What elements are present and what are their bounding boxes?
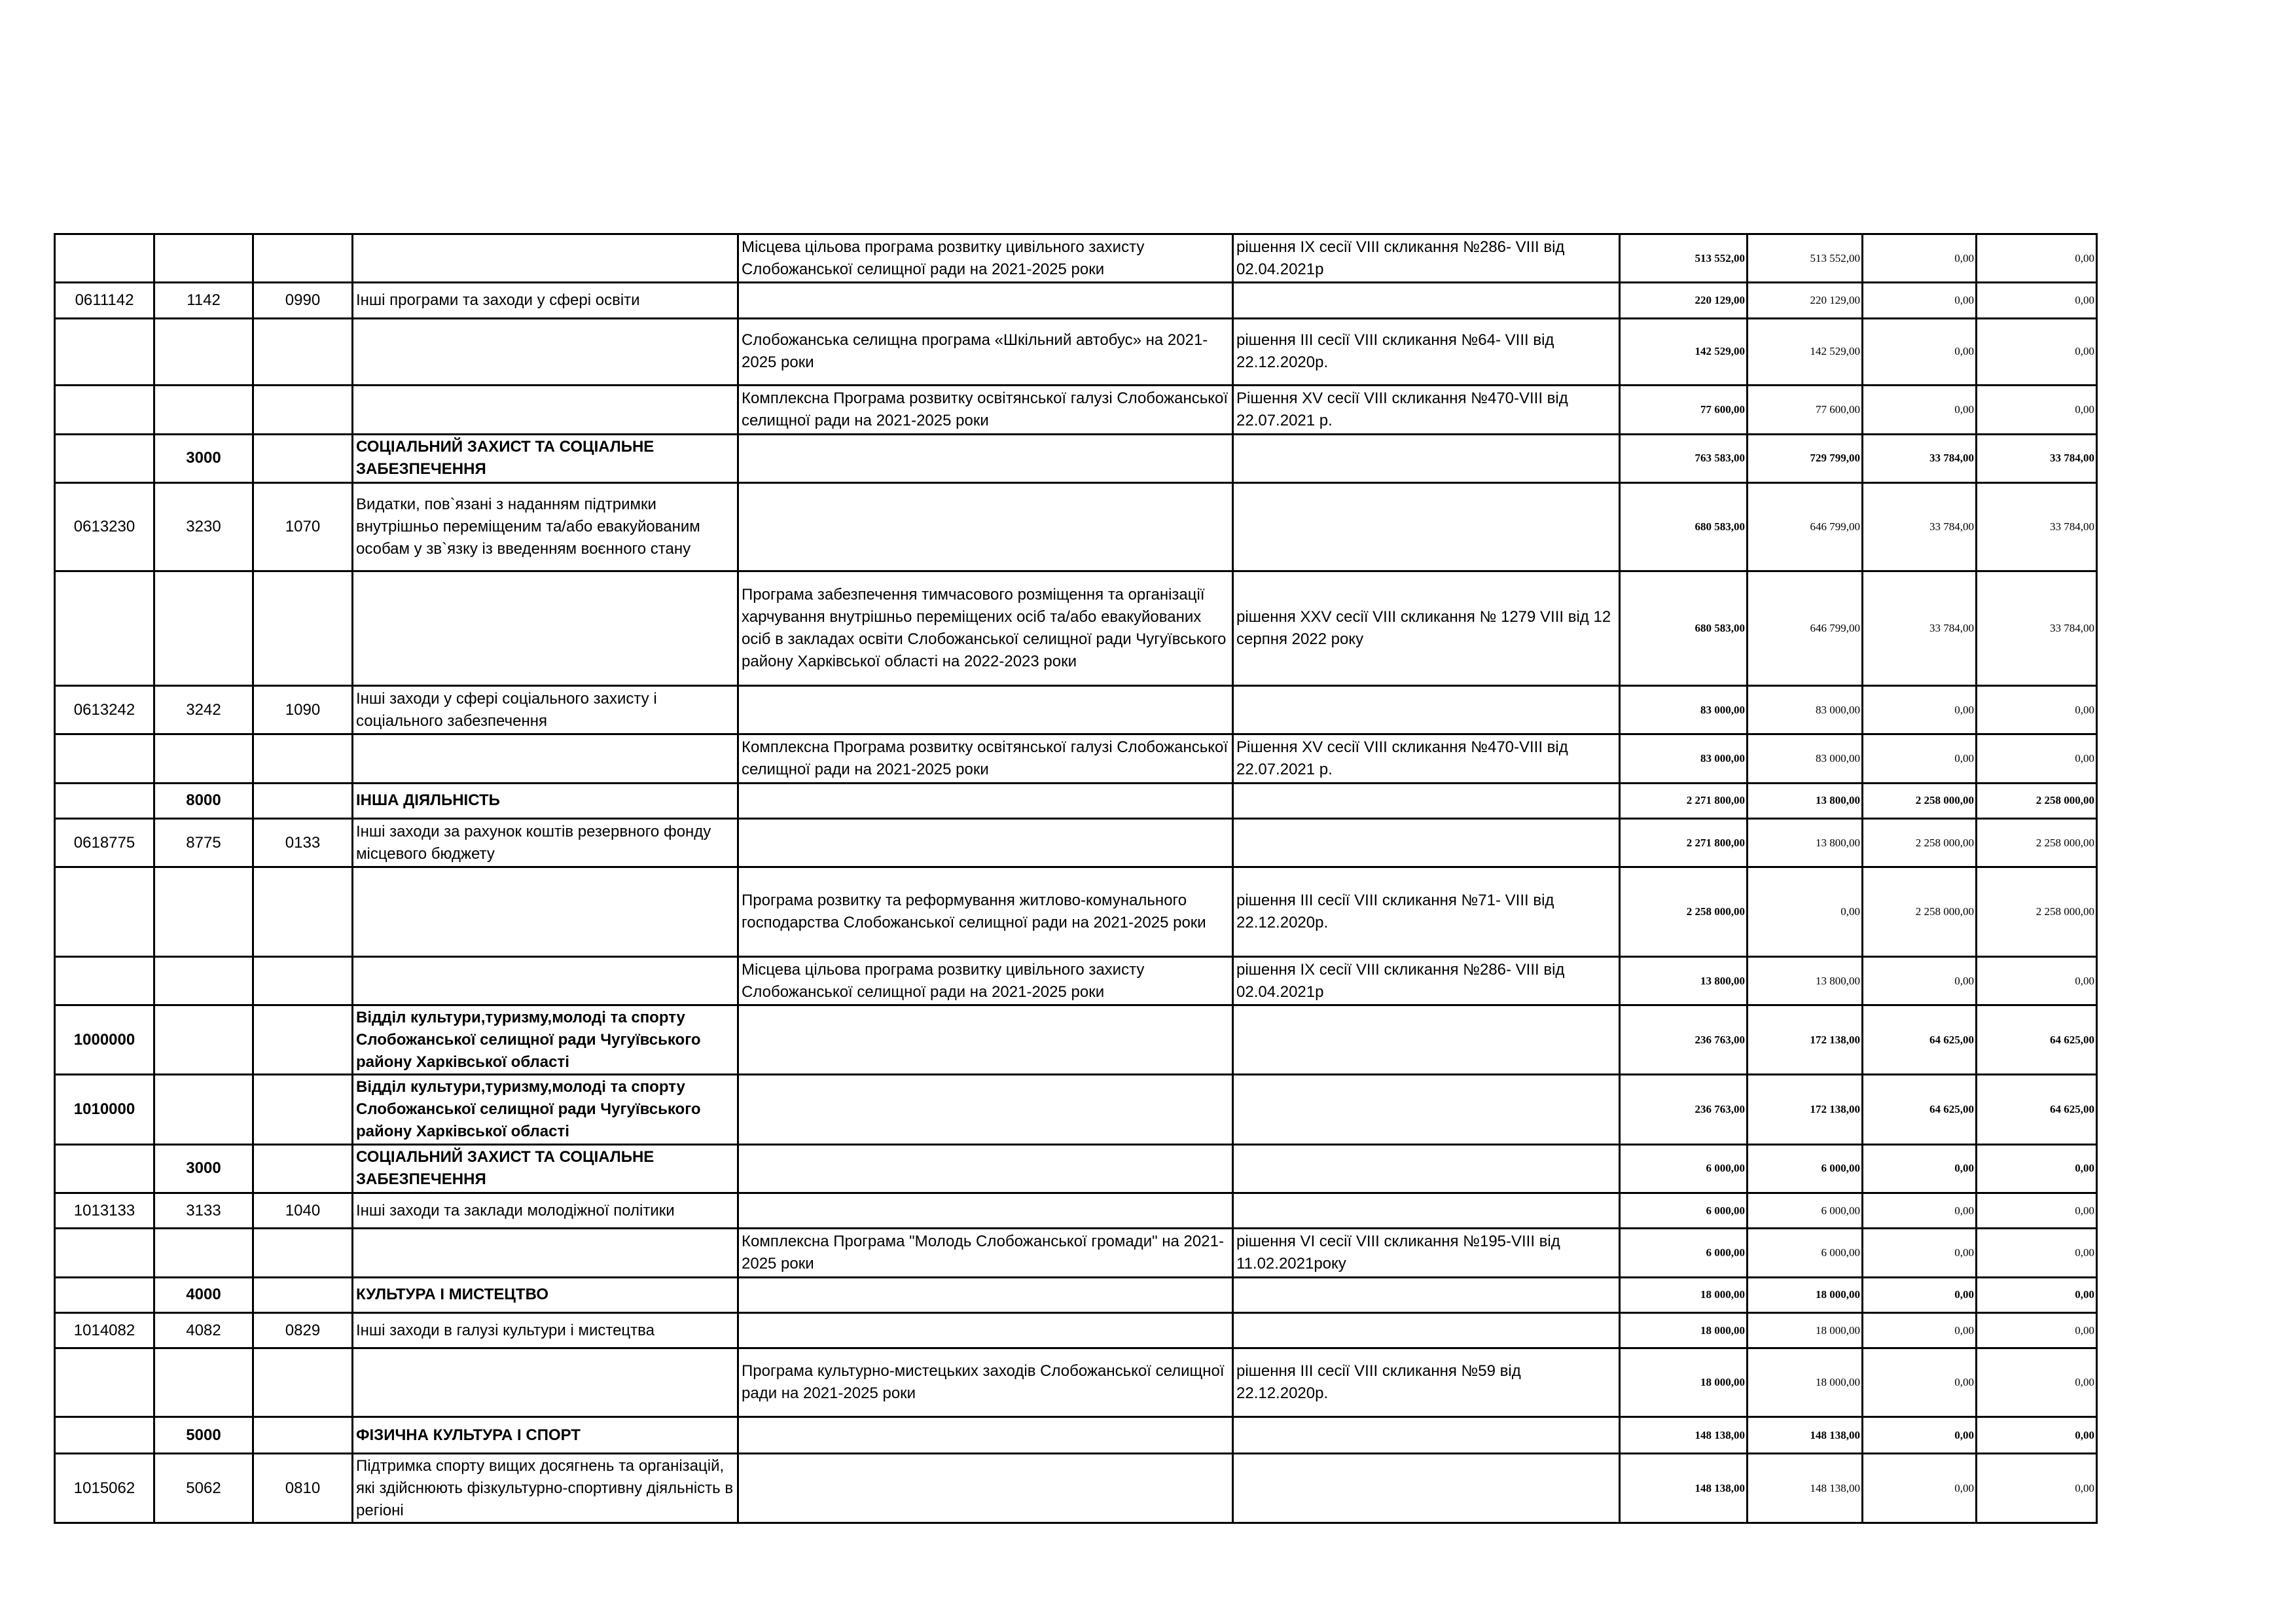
program-name-cell: СОЦІАЛЬНИЙ ЗАХИСТ ТА СОЦІАЛЬНЕ ЗАБЕЗПЕЧЕННЯ <box>353 434 738 482</box>
total-amount-cell: 83 000,00 <box>1620 734 1748 783</box>
subprogram-code-cell: 5000 <box>154 1416 253 1453</box>
table-row <box>55 1193 2097 1229</box>
general-fund-cell: 13 800,00 <box>1748 818 1863 867</box>
special-fund-cell: 33 784,00 <box>1863 483 1977 571</box>
program-name-cell: Підтримка спорту вищих досягнень та організацій, які здійснюють фізкультурно-спортивну діяльність в регіоні <box>353 1454 738 1523</box>
program-name-cell <box>353 234 738 283</box>
special-fund-cell: 0,00 <box>1863 386 1977 434</box>
fkv-code-cell: 0829 <box>253 1313 353 1348</box>
special-fund-cell: 64 625,00 <box>1863 1075 1977 1145</box>
program-name-cell: Інші заходи та заклади молодіжної політики <box>353 1193 738 1229</box>
special-fund-cell: 0,00 <box>1863 1193 1977 1229</box>
table-row <box>55 783 2097 818</box>
special-fund-cell: 0,00 <box>1863 1454 1977 1523</box>
special-fund-cell: 0,00 <box>1863 1348 1977 1417</box>
fkv-code-cell <box>253 1144 353 1193</box>
development-budget-cell: 0,00 <box>1977 1277 2097 1312</box>
program-name-cell <box>353 867 738 957</box>
decision-cell <box>1233 1416 1620 1453</box>
program-name-cell: Інші заходи у сфері соціального захисту і соціального забезпечення <box>353 685 738 734</box>
special-fund-cell: 0,00 <box>1863 318 1977 386</box>
total-amount-cell: 680 583,00 <box>1620 483 1748 571</box>
total-amount-cell: 236 763,00 <box>1620 1075 1748 1145</box>
table-row <box>55 1454 2097 1523</box>
development-budget-cell: 0,00 <box>1977 1416 2097 1453</box>
decision-cell <box>1233 818 1620 867</box>
subprogram-code-cell <box>154 867 253 957</box>
target-program-cell: Програма забезпечення тимчасового розміщення та організації харчування внутрішньо переміщених осіб та/або евакуйованих осіб в закладах освіти Слобожанської селищної ради Чугуївського району Харківської області на 2022-2023 роки <box>738 571 1233 685</box>
general-fund-cell: 172 138,00 <box>1748 1005 1863 1075</box>
program-code-cell <box>55 867 154 957</box>
program-code-cell: 0613230 <box>55 483 154 571</box>
subprogram-code-cell <box>154 318 253 386</box>
subprogram-code-cell <box>154 1348 253 1417</box>
development-budget-cell: 0,00 <box>1977 957 2097 1005</box>
general-fund-cell: 220 129,00 <box>1748 283 1863 318</box>
decision-cell <box>1233 1193 1620 1229</box>
program-name-cell: Інші заходи в галузі культури і мистецтва <box>353 1313 738 1348</box>
decision-cell: рішення III сесії VIII скликання №64- VIII від 22.12.2020р. <box>1233 318 1620 386</box>
total-amount-cell: 2 271 800,00 <box>1620 818 1748 867</box>
program-code-cell <box>55 571 154 685</box>
general-fund-cell: 18 000,00 <box>1748 1313 1863 1348</box>
table-row <box>55 571 2097 685</box>
total-amount-cell: 77 600,00 <box>1620 386 1748 434</box>
fkv-code-cell <box>253 867 353 957</box>
subprogram-code-cell: 3000 <box>154 434 253 482</box>
target-program-cell <box>738 1277 1233 1312</box>
decision-cell: рішення III сесії VIII скликання №59 від 22.12.2020р. <box>1233 1348 1620 1417</box>
total-amount-cell: 6 000,00 <box>1620 1229 1748 1277</box>
decision-cell <box>1233 1144 1620 1193</box>
table-row <box>55 1277 2097 1312</box>
total-amount-cell: 2 271 800,00 <box>1620 783 1748 818</box>
target-program-cell: Слобожанська селищна програма «Шкільний автобус» на 2021-2025 роки <box>738 318 1233 386</box>
program-name-cell: ФІЗИЧНА КУЛЬТУРА І СПОРТ <box>353 1416 738 1453</box>
fkv-code-cell: 0133 <box>253 818 353 867</box>
general-fund-cell: 148 138,00 <box>1748 1416 1863 1453</box>
program-code-cell: 0613242 <box>55 685 154 734</box>
general-fund-cell: 0,00 <box>1748 867 1863 957</box>
program-name-cell: ІНША ДІЯЛЬНІСТЬ <box>353 783 738 818</box>
program-name-cell <box>353 1348 738 1417</box>
program-code-cell <box>55 1144 154 1193</box>
program-code-cell <box>55 1229 154 1277</box>
fkv-code-cell <box>253 1229 353 1277</box>
decision-cell: рішення IX сесії VIII скликання №286- VIII від 02.04.2021р <box>1233 234 1620 283</box>
subprogram-code-cell <box>154 1229 253 1277</box>
target-program-cell: Місцева цільова програма розвитку цивільного захисту Слобожанської селищної ради на 2021-2025 роки <box>738 234 1233 283</box>
subprogram-code-cell: 4082 <box>154 1313 253 1348</box>
decision-cell <box>1233 1454 1620 1523</box>
program-code-cell <box>55 957 154 1005</box>
general-fund-cell: 513 552,00 <box>1748 234 1863 283</box>
decision-cell: рішення VI сесії VIII скликання №195-VIII від 11.02.2021року <box>1233 1229 1620 1277</box>
general-fund-cell: 6 000,00 <box>1748 1193 1863 1229</box>
development-budget-cell: 0,00 <box>1977 1229 2097 1277</box>
subprogram-code-cell: 8000 <box>154 783 253 818</box>
budget-programs-table <box>54 233 2098 1524</box>
program-name-cell: КУЛЬТУРА І МИСТЕЦТВО <box>353 1277 738 1312</box>
decision-cell <box>1233 483 1620 571</box>
subprogram-code-cell: 3133 <box>154 1193 253 1229</box>
fkv-code-cell <box>253 1348 353 1417</box>
table-row <box>55 1075 2097 1145</box>
general-fund-cell: 83 000,00 <box>1748 734 1863 783</box>
fkv-code-cell <box>253 1277 353 1312</box>
subprogram-code-cell: 3230 <box>154 483 253 571</box>
program-code-cell <box>55 783 154 818</box>
special-fund-cell: 0,00 <box>1863 685 1977 734</box>
development-budget-cell: 0,00 <box>1977 386 2097 434</box>
table-row <box>55 1313 2097 1348</box>
special-fund-cell: 33 784,00 <box>1863 434 1977 482</box>
target-program-cell <box>738 818 1233 867</box>
program-name-cell: СОЦІАЛЬНИЙ ЗАХИСТ ТА СОЦІАЛЬНЕ ЗАБЕЗПЕЧЕННЯ <box>353 1144 738 1193</box>
total-amount-cell: 148 138,00 <box>1620 1416 1748 1453</box>
development-budget-cell: 2 258 000,00 <box>1977 867 2097 957</box>
table-row <box>55 386 2097 434</box>
general-fund-cell: 13 800,00 <box>1748 957 1863 1005</box>
general-fund-cell: 83 000,00 <box>1748 685 1863 734</box>
program-code-cell <box>55 386 154 434</box>
decision-cell: Рішення XV сесії VIII скликання №470-VIII від 22.07.2021 р. <box>1233 734 1620 783</box>
special-fund-cell: 0,00 <box>1863 1229 1977 1277</box>
fkv-code-cell: 1070 <box>253 483 353 571</box>
special-fund-cell: 0,00 <box>1863 1144 1977 1193</box>
total-amount-cell: 13 800,00 <box>1620 957 1748 1005</box>
total-amount-cell: 763 583,00 <box>1620 434 1748 482</box>
general-fund-cell: 6 000,00 <box>1748 1144 1863 1193</box>
development-budget-cell: 2 258 000,00 <box>1977 783 2097 818</box>
fkv-code-cell <box>253 234 353 283</box>
development-budget-cell: 0,00 <box>1977 1144 2097 1193</box>
general-fund-cell: 646 799,00 <box>1748 571 1863 685</box>
subprogram-code-cell: 3242 <box>154 685 253 734</box>
general-fund-cell: 77 600,00 <box>1748 386 1863 434</box>
table-row <box>55 1416 2097 1453</box>
fkv-code-cell <box>253 386 353 434</box>
program-name-cell: Інші програми та заходи у сфері освіти <box>353 283 738 318</box>
target-program-cell <box>738 1454 1233 1523</box>
table-row <box>55 234 2097 283</box>
decision-cell <box>1233 283 1620 318</box>
subprogram-code-cell: 5062 <box>154 1454 253 1523</box>
program-code-cell <box>55 234 154 283</box>
fkv-code-cell <box>253 1005 353 1075</box>
development-budget-cell: 0,00 <box>1977 685 2097 734</box>
target-program-cell <box>738 434 1233 482</box>
program-code-cell <box>55 318 154 386</box>
table-row <box>55 283 2097 318</box>
decision-cell: рішення IX сесії VIII скликання №286- VIII від 02.04.2021р <box>1233 957 1620 1005</box>
target-program-cell <box>738 1193 1233 1229</box>
development-budget-cell: 0,00 <box>1977 734 2097 783</box>
program-code-cell <box>55 1348 154 1417</box>
target-program-cell: Комплексна Програма "Молодь Слобожанської громади" на 2021-2025 роки <box>738 1229 1233 1277</box>
target-program-cell <box>738 783 1233 818</box>
special-fund-cell: 0,00 <box>1863 234 1977 283</box>
development-budget-cell: 0,00 <box>1977 234 2097 283</box>
target-program-cell <box>738 1144 1233 1193</box>
subprogram-code-cell: 8775 <box>154 818 253 867</box>
target-program-cell: Програма розвитку та реформування житлово-комунального господарства Слобожанської селищної ради на 2021-2025 роки <box>738 867 1233 957</box>
decision-cell <box>1233 1313 1620 1348</box>
fkv-code-cell <box>253 1075 353 1145</box>
subprogram-code-cell <box>154 386 253 434</box>
subprogram-code-cell <box>154 734 253 783</box>
target-program-cell <box>738 283 1233 318</box>
program-code-cell: 1010000 <box>55 1075 154 1145</box>
development-budget-cell: 0,00 <box>1977 1348 2097 1417</box>
total-amount-cell: 6 000,00 <box>1620 1144 1748 1193</box>
program-code-cell <box>55 1416 154 1453</box>
fkv-code-cell: 1040 <box>253 1193 353 1229</box>
target-program-cell <box>738 1416 1233 1453</box>
special-fund-cell: 0,00 <box>1863 734 1977 783</box>
decision-cell <box>1233 1075 1620 1145</box>
fkv-code-cell <box>253 783 353 818</box>
total-amount-cell: 2 258 000,00 <box>1620 867 1748 957</box>
total-amount-cell: 236 763,00 <box>1620 1005 1748 1075</box>
special-fund-cell: 0,00 <box>1863 1313 1977 1348</box>
table-row <box>55 1144 2097 1193</box>
development-budget-cell: 64 625,00 <box>1977 1075 2097 1145</box>
special-fund-cell: 0,00 <box>1863 1416 1977 1453</box>
general-fund-cell: 142 529,00 <box>1748 318 1863 386</box>
program-code-cell <box>55 434 154 482</box>
table-row <box>55 1348 2097 1417</box>
target-program-cell: Комплексна Програма розвитку освітянської галузі Слобожанської селищної ради на 2021-2025 роки <box>738 386 1233 434</box>
decision-cell <box>1233 685 1620 734</box>
subprogram-code-cell: 4000 <box>154 1277 253 1312</box>
total-amount-cell: 148 138,00 <box>1620 1454 1748 1523</box>
fkv-code-cell <box>253 318 353 386</box>
table-row <box>55 483 2097 571</box>
program-name-cell: Відділ культури,туризму,молоді та спорту Слобожанської селищної ради Чугуївського району Харківської області <box>353 1075 738 1145</box>
general-fund-cell: 13 800,00 <box>1748 783 1863 818</box>
special-fund-cell: 0,00 <box>1863 283 1977 318</box>
general-fund-cell: 6 000,00 <box>1748 1229 1863 1277</box>
general-fund-cell: 172 138,00 <box>1748 1075 1863 1145</box>
program-code-cell <box>55 734 154 783</box>
total-amount-cell: 18 000,00 <box>1620 1348 1748 1417</box>
program-code-cell: 1014082 <box>55 1313 154 1348</box>
program-code-cell <box>55 1277 154 1312</box>
table-row <box>55 867 2097 957</box>
table-row <box>55 1005 2097 1075</box>
total-amount-cell: 680 583,00 <box>1620 571 1748 685</box>
fkv-code-cell <box>253 734 353 783</box>
fkv-code-cell <box>253 571 353 685</box>
target-program-cell: Програма культурно-мистецьких заходів Слобожанської селищної ради на 2021-2025 роки <box>738 1348 1233 1417</box>
special-fund-cell: 33 784,00 <box>1863 571 1977 685</box>
table-row <box>55 685 2097 734</box>
decision-cell <box>1233 1005 1620 1075</box>
target-program-cell <box>738 1005 1233 1075</box>
total-amount-cell: 18 000,00 <box>1620 1313 1748 1348</box>
fkv-code-cell: 0990 <box>253 283 353 318</box>
total-amount-cell: 142 529,00 <box>1620 318 1748 386</box>
program-code-cell: 1000000 <box>55 1005 154 1075</box>
decision-cell <box>1233 783 1620 818</box>
special-fund-cell: 0,00 <box>1863 1277 1977 1312</box>
decision-cell <box>1233 434 1620 482</box>
fkv-code-cell: 0810 <box>253 1454 353 1523</box>
fkv-code-cell: 1090 <box>253 685 353 734</box>
general-fund-cell: 729 799,00 <box>1748 434 1863 482</box>
development-budget-cell: 33 784,00 <box>1977 571 2097 685</box>
general-fund-cell: 148 138,00 <box>1748 1454 1863 1523</box>
table-row <box>55 434 2097 482</box>
special-fund-cell: 0,00 <box>1863 957 1977 1005</box>
subprogram-code-cell <box>154 1005 253 1075</box>
general-fund-cell: 18 000,00 <box>1748 1277 1863 1312</box>
subprogram-code-cell <box>154 234 253 283</box>
target-program-cell <box>738 685 1233 734</box>
special-fund-cell: 2 258 000,00 <box>1863 867 1977 957</box>
decision-cell <box>1233 1277 1620 1312</box>
decision-cell: рішення XXV сесії VIII скликання № 1279 VIII від 12 серпня 2022 року <box>1233 571 1620 685</box>
program-name-cell <box>353 571 738 685</box>
program-code-cell: 0618775 <box>55 818 154 867</box>
program-name-cell: Відділ культури,туризму,молоді та спорту Слобожанської селищної ради Чугуївського району Харківської області <box>353 1005 738 1075</box>
subprogram-code-cell <box>154 957 253 1005</box>
total-amount-cell: 18 000,00 <box>1620 1277 1748 1312</box>
fkv-code-cell <box>253 1416 353 1453</box>
development-budget-cell: 2 258 000,00 <box>1977 818 2097 867</box>
program-name-cell <box>353 1229 738 1277</box>
total-amount-cell: 513 552,00 <box>1620 234 1748 283</box>
table-row <box>55 818 2097 867</box>
special-fund-cell: 2 258 000,00 <box>1863 783 1977 818</box>
program-code-cell: 1013133 <box>55 1193 154 1229</box>
target-program-cell <box>738 1075 1233 1145</box>
subprogram-code-cell <box>154 1075 253 1145</box>
development-budget-cell: 33 784,00 <box>1977 434 2097 482</box>
target-program-cell: Комплексна Програма розвитку освітянської галузі Слобожанської селищної ради на 2021-2025 роки <box>738 734 1233 783</box>
development-budget-cell: 0,00 <box>1977 283 2097 318</box>
program-code-cell: 1015062 <box>55 1454 154 1523</box>
subprogram-code-cell: 3000 <box>154 1144 253 1193</box>
target-program-cell <box>738 483 1233 571</box>
target-program-cell <box>738 1313 1233 1348</box>
program-name-cell <box>353 386 738 434</box>
table-row <box>55 957 2097 1005</box>
total-amount-cell: 83 000,00 <box>1620 685 1748 734</box>
program-name-cell: Видатки, пов`язані з наданням підтримки внутрішньо переміщеним та/або евакуйованим особам у зв`язку із введенням воєнного стану <box>353 483 738 571</box>
special-fund-cell: 64 625,00 <box>1863 1005 1977 1075</box>
target-program-cell: Місцева цільова програма розвитку цивільного захисту Слобожанської селищної ради на 2021-2025 роки <box>738 957 1233 1005</box>
development-budget-cell: 0,00 <box>1977 1313 2097 1348</box>
table-row <box>55 318 2097 386</box>
program-name-cell <box>353 734 738 783</box>
subprogram-code-cell <box>154 571 253 685</box>
decision-cell: Рішення XV сесії VIII скликання №470-VIII від 22.07.2021 р. <box>1233 386 1620 434</box>
program-name-cell <box>353 318 738 386</box>
development-budget-cell: 33 784,00 <box>1977 483 2097 571</box>
program-code-cell: 0611142 <box>55 283 154 318</box>
general-fund-cell: 18 000,00 <box>1748 1348 1863 1417</box>
special-fund-cell: 2 258 000,00 <box>1863 818 1977 867</box>
development-budget-cell: 0,00 <box>1977 1193 2097 1229</box>
development-budget-cell: 0,00 <box>1977 1454 2097 1523</box>
total-amount-cell: 6 000,00 <box>1620 1193 1748 1229</box>
total-amount-cell: 220 129,00 <box>1620 283 1748 318</box>
program-name-cell <box>353 957 738 1005</box>
table-row <box>55 734 2097 783</box>
program-name-cell: Інші заходи за рахунок коштів резервного фонду місцевого бюджету <box>353 818 738 867</box>
general-fund-cell: 646 799,00 <box>1748 483 1863 571</box>
table-row <box>55 1229 2097 1277</box>
fkv-code-cell <box>253 434 353 482</box>
decision-cell: рішення III сесії VIII скликання №71- VIII від 22.12.2020р. <box>1233 867 1620 957</box>
development-budget-cell: 64 625,00 <box>1977 1005 2097 1075</box>
fkv-code-cell <box>253 957 353 1005</box>
development-budget-cell: 0,00 <box>1977 318 2097 386</box>
subprogram-code-cell: 1142 <box>154 283 253 318</box>
